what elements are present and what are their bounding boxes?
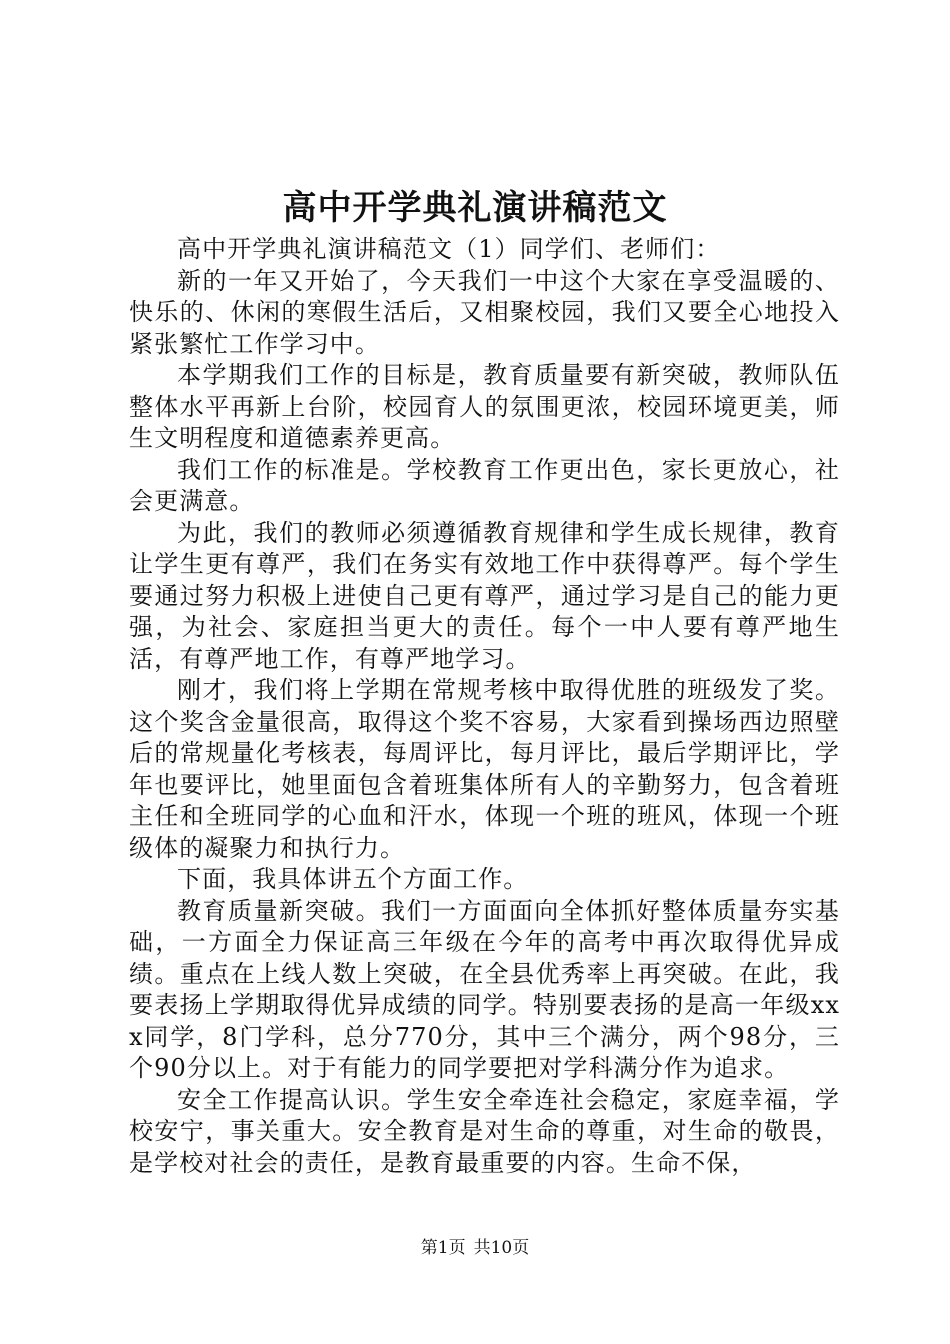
document-body	[129, 234, 840, 1179]
paragraph-opening: 新的一年又开始了，今天我们一中这个大家在享受温暖的、快乐的、休闲的寒假生活后，又相聚校园，我们又要全心地投入紧张繁忙工作学习中。	[129, 266, 840, 358]
paragraph-awards: 刚才，我们将上学期在常规考核中取得优胜的班级发了奖。这个奖含金量很高，取得这个奖不容易，大家看到操场西边照壁后的常规量化考核表，每周评比，每月评比，最后学期评比，学年也要评比，她里面包含着班集体所有人的辛勤努力，包含着班主任和全班同学的心血和汗水，体现一个班的班风，体现一个班级体的凝聚力和执行力。	[129, 676, 840, 862]
paragraph-standards: 我们工作的标准是。学校教育工作更出色，家长更放心，社会更满意。	[129, 455, 840, 515]
paragraph-five-aspects: 下面，我具体讲五个方面工作。	[177, 865, 529, 893]
paragraph-greeting: 高中开学典礼演讲稿范文（1）同学们、老师们：	[177, 235, 721, 263]
page-total: 共10页	[473, 1238, 530, 1258]
paragraph-dignity: 为此，我们的教师必须遵循教育规律和学生成长规律，教育让学生更有尊严，我们在务实有效地工作中获得尊严。每个学生要通过努力积极上进使自己更有尊严，通过学习是自己的能力更强，为社会、家庭担当更大的责任。每个一中人要有尊严地生活，有尊严地工作，有尊严地学习。	[129, 518, 840, 673]
paragraph-goals: 本学期我们工作的目标是，教育质量要有新突破，教师队伍整体水平再新上台阶，校园育人的氛围更浓，校园环境更美，师生文明程度和道德素养更高。	[129, 361, 840, 452]
paragraph-quality: 教育质量新突破。我们一方面面向全体抓好整体质量夯实基础，一方面全力保证高三年级在今年的高考中再次取得优异成绩。重点在上线人数上突破，在全县优秀率上再突破。在此，我要表扬上学期取得优异成绩的同学。特别要表扬的是高一年级xxx同学，8门学科，总分770分，其中三个满分，两个98分，三个90分以上。对于有能力的同学要把对学科满分作为追求。	[129, 896, 840, 1082]
page-number: 第1页	[420, 1238, 466, 1258]
page-footer	[0, 1236, 950, 1260]
paragraph-safety: 安全工作提高认识。学生安全牵连社会稳定，家庭幸福，学校安宁，事关重大。安全教育是对生命的尊重，对生命的敬畏，是学校对社会的责任，是教育最重要的内容。生命不保，	[129, 1085, 840, 1177]
document-title: 高中开学典礼演讲稿范文	[282, 188, 668, 228]
